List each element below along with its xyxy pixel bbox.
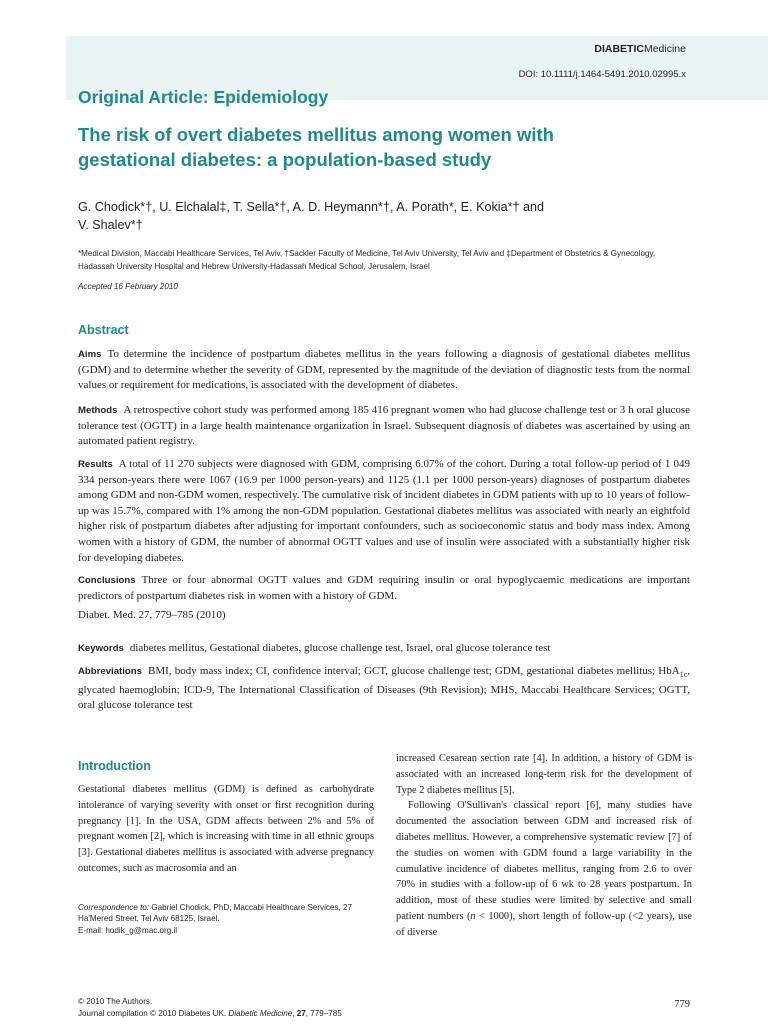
article-section: Original Article: Epidemiology bbox=[78, 87, 329, 107]
intro-right-paragraph-1: increased Cesarean section rate [4]. In addition, a history of GDM is associated with an increased long-term risk for the development of Type 2 diabetes mellitus [5]. bbox=[396, 753, 692, 796]
results-label: Results bbox=[78, 459, 113, 470]
abstract-aims: Aims To determine the incidence of postpartum diabetes mellitus in the years following a diagnosis of gestational diabetes mellitus (GDM) and to determine whether the severity of GDM, represented by the magnitude of the deviation of diagnostic tests from the normal values or requirement for medications, is associated with the development of diabetes. bbox=[78, 348, 690, 392]
journal-name: DIABETICMedicine bbox=[594, 43, 686, 55]
affiliations: *Medical Division, Maccabi Healthcare Services, Tel Aviv, †Sackler Faculty of Medicine, Tel Aviv University, Tel Aviv and ‡Department of Obstetrics & Gynecology, Hadassah University Hospital and Hebrew University-Hadassah Medical School, Jerusalem, Israel bbox=[78, 249, 656, 271]
correspondence-email[interactable]: E-mail: hodik_g@mac.org.il bbox=[78, 925, 178, 935]
introduction-heading: Introduction bbox=[78, 759, 151, 773]
accepted-date: Accepted 16 February 2010 bbox=[78, 282, 178, 291]
author-list: G. Chodick*†, U. Elchalal‡, T. Sella*†, A. D. Heymann*†, A. Porath*, E. Kokia*† and V. Shalev*† bbox=[78, 200, 544, 232]
abstract-results: Results A total of 11 270 subjects were diagnosed with GDM, comprising 6.07% of the cohort. During a total follow-up period of 1 049 334 person-years there were 1067 (16.9 per 1000 person-years) and 1125 (1.1 per 1000 person-years) diagnoses of postpartum diabetes among GDM and non-GDM women, respectively. The cumulative risk of incident diabetes in GDM patients with up to 10 years of follow-up was 15.7%, compared with 1% among the non-GDM population. Gestational diabetes mellitus was associated with nearly an eightfold higher risk of postpartum diabetes after adjusting for important confounders, such as socioeconomic status and body mass index. Among women with a history of GDM, the number of abnormal OGTT values and use of insulin were associated with a substantially higher risk for developing diabetes. bbox=[78, 458, 690, 564]
abbreviations-label: Abbreviations bbox=[78, 666, 142, 677]
doi[interactable]: DOI: 10.1111/j.1464-5491.2010.02995.x bbox=[518, 69, 686, 80]
abstract-methods: Methods A retrospective cohort study was performed among 185 416 pregnant women who had glucose challenge test or 3 h oral glucose tolerance test (OGTT) in a large health maintenance organization in Israel. Subsequent diagnosis of diabetes was ascertained by using an automated patient registry. bbox=[78, 404, 690, 448]
keywords-label: Keywords bbox=[78, 643, 124, 654]
abstract-conclusions: Conclusions Three or four abnormal OGTT values and GDM requiring insulin or oral hypoglycaemic medications are important predictors of postpartum diabetes risk in women with a history of GDM. bbox=[78, 574, 690, 602]
abstract-heading: Abstract bbox=[78, 323, 129, 337]
intro-left-paragraph: Gestational diabetes mellitus (GDM) is defined as carbohydrate intolerance of varying severity with onset or first recognition during pregnancy [1]. In the USA, GDM affects between 2% and 5% of pregnant women [2], which is increasing with time in all ethnic groups [3]. Gestational diabetes mellitus is associated with adverse pregnancy outcomes, such as macrosomia and an bbox=[78, 784, 374, 874]
conclusions-label: Conclusions bbox=[78, 575, 136, 586]
correspondence: Correspondence to: Gabriel Chodick, PhD, Maccabi Healthcare Services, 27 Ha'Mered Street, Tel Aviv 68125, Israel. E-mail: hodik_g@mac.org.il bbox=[78, 902, 374, 936]
citation: Diabet. Med. 27, 779–785 (2010) bbox=[78, 609, 226, 621]
aims-label: Aims bbox=[78, 349, 102, 360]
page-number: 779 bbox=[674, 999, 690, 1010]
methods-label: Methods bbox=[78, 405, 118, 416]
abbreviations: Abbreviations BMI, body mass index; CI, confidence interval; GCT, glucose challenge test; GDM, gestational diabetes mellitus; HbA$_{1c}$, glycated haemoglobin; ICD-9, The International Classification of Diseases (9th Revision); MHS, Maccabi Healthcare Services; OGTT, oral glucose tolerance test bbox=[78, 665, 690, 712]
intro-right-paragraph-2: Following O'Sullivan's classical report [6], many studies have documented the association between GDM and increased risk of diabetes mellitus. However, a comprehensive systematic review [7] of the studies on women with GDM found a large variability in the cumulative incidence of diabetes mellitus, ranging from 2.6 to over 70% in studies with a follow-up of 6 wk to 28 years postpartum. In addition, most of these studies were limited by selective and small patient numbers (n < 1000), short length of follow-up (<2 years), use of diverse bbox=[396, 800, 693, 938]
intro-right-column bbox=[396, 751, 692, 941]
footer-copyright: © 2010 The Authors. Journal compilation © 2010 Diabetes UK. Diabetic Medicine, 27, 779–785 bbox=[78, 997, 342, 1018]
keywords: Keywords diabetes mellitus, Gestational diabetes, glucose challenge test, Israel, oral glucose tolerance test bbox=[78, 642, 551, 654]
article-title: The risk of overt diabetes mellitus among women with gestational diabetes: a population-based study bbox=[78, 124, 554, 170]
